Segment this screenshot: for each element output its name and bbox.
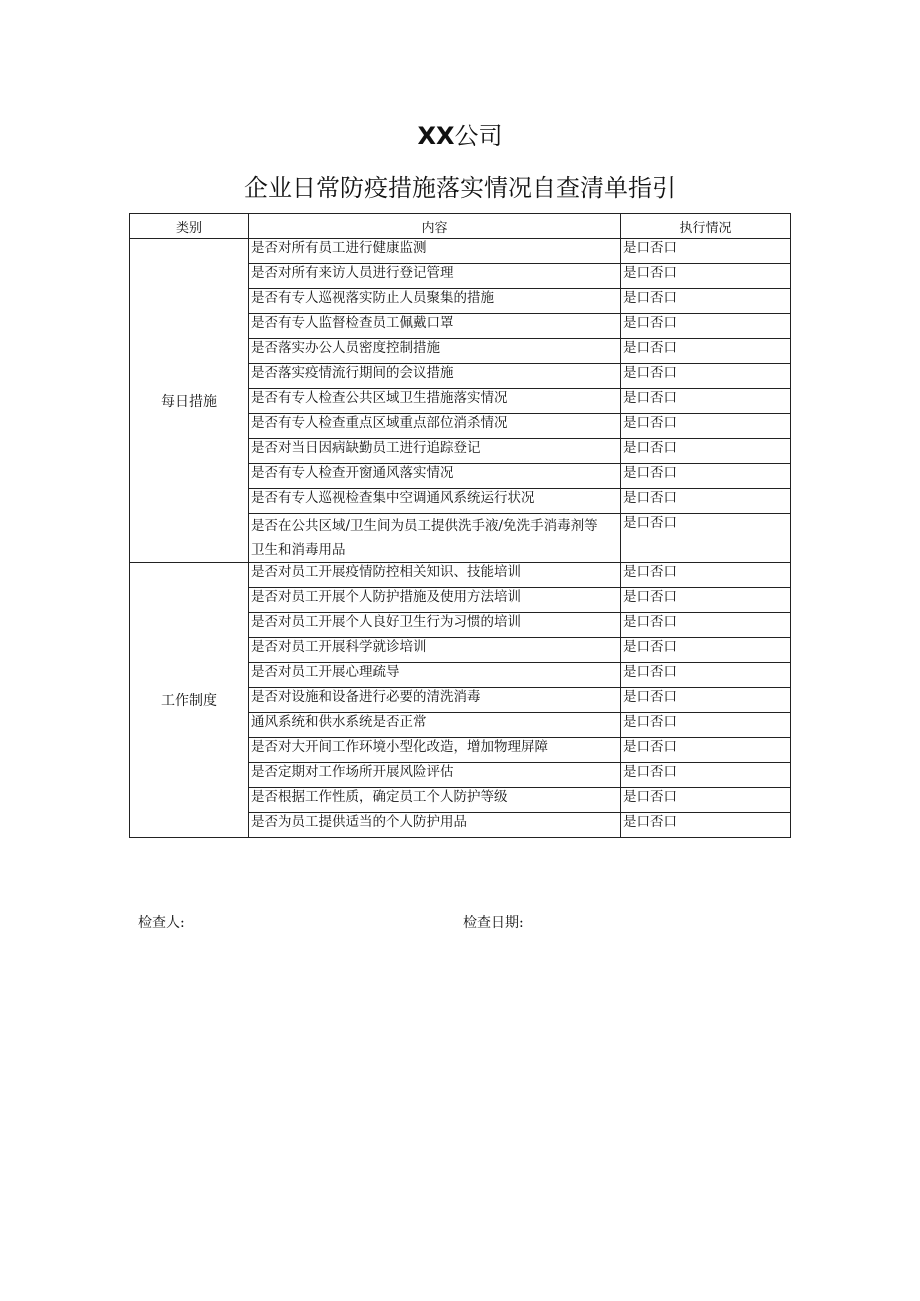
content-cell: 是否为员工提供适当的个人防护用品 <box>249 813 621 838</box>
content-cell: 是否落实办公人员密度控制措施 <box>249 339 621 364</box>
content-cell: 是否对所有员工进行健康监测 <box>249 239 621 264</box>
table-header-row <box>130 214 791 239</box>
status-cell[interactable]: 是口否口 <box>621 813 791 838</box>
content-cell: 是否对所有来访人员进行登记管理 <box>249 264 621 289</box>
content-cell: 是否对员工开展科学就诊培训 <box>249 638 621 663</box>
company-name <box>0 120 920 152</box>
column-header-content: 内容 <box>249 214 621 239</box>
status-cell[interactable]: 是口否口 <box>621 489 791 514</box>
status-cell[interactable]: 是口否口 <box>621 738 791 763</box>
status-cell[interactable]: 是口否口 <box>621 364 791 389</box>
status-cell[interactable]: 是口否口 <box>621 613 791 638</box>
content-cell: 是否对员工开展个人良好卫生行为习惯的培训 <box>249 613 621 638</box>
status-cell[interactable]: 是口否口 <box>621 663 791 688</box>
status-cell[interactable]: 是口否口 <box>621 588 791 613</box>
content-cell: 是否对当日因病缺勤员工进行追踪登记 <box>249 439 621 464</box>
company-suffix: 公司 <box>454 122 503 150</box>
inspector-label: 检查人: <box>138 915 185 931</box>
inspection-date-label: 检查日期: <box>463 915 524 931</box>
status-cell[interactable]: 是口否口 <box>621 414 791 439</box>
content-cell: 是否有专人检查公共区域卫生措施落实情况 <box>249 389 621 414</box>
status-cell[interactable]: 是口否口 <box>621 439 791 464</box>
content-cell: 是否定期对工作场所开展风险评估 <box>249 763 621 788</box>
status-cell[interactable]: 是口否口 <box>621 788 791 813</box>
content-cell: 是否对员工开展疫情防控相关知识、技能培训 <box>249 563 621 588</box>
status-cell[interactable]: 是口否口 <box>621 389 791 414</box>
status-cell[interactable]: 是口否口 <box>621 763 791 788</box>
status-cell[interactable]: 是口否口 <box>621 514 791 563</box>
content-cell: 是否在公共区域/卫生间为员工提供洗手液/免洗手消毒剂等卫生和消毒用品 <box>249 514 621 563</box>
status-cell[interactable]: 是口否口 <box>621 314 791 339</box>
category-cell: 工作制度 <box>130 563 249 838</box>
status-cell[interactable]: 是口否口 <box>621 264 791 289</box>
content-cell: 通风系统和供水系统是否正常 <box>249 713 621 738</box>
status-cell[interactable]: 是口否口 <box>621 239 791 264</box>
content-cell: 是否落实疫情流行期间的会议措施 <box>249 364 621 389</box>
content-cell: 是否有专人巡视落实防止人员聚集的措施 <box>249 289 621 314</box>
status-cell[interactable]: 是口否口 <box>621 563 791 588</box>
column-header-category: 类别 <box>130 214 249 239</box>
status-cell[interactable]: 是口否口 <box>621 289 791 314</box>
status-cell[interactable]: 是口否口 <box>621 688 791 713</box>
status-cell[interactable]: 是口否口 <box>621 713 791 738</box>
content-cell: 是否对员工开展个人防护措施及使用方法培训 <box>249 588 621 613</box>
column-header-status: 执行情况 <box>621 214 791 239</box>
status-cell[interactable]: 是口否口 <box>621 464 791 489</box>
table-row <box>130 563 791 588</box>
content-cell: 是否有专人检查重点区域重点部位消杀情况 <box>249 414 621 439</box>
company-prefix: XX <box>417 122 455 150</box>
content-cell: 是否有专人监督检查员工佩戴口罩 <box>249 314 621 339</box>
checklist-table <box>129 213 791 838</box>
content-cell: 是否对员工开展心理疏导 <box>249 663 621 688</box>
content-cell: 是否对大开间工作环境小型化改造，增加物理屏障 <box>249 738 621 763</box>
document-title: 企业日常防疫措施落实情况自查清单指引 <box>244 174 676 202</box>
table-row <box>130 239 791 264</box>
category-cell: 每日措施 <box>130 239 249 563</box>
status-cell[interactable]: 是口否口 <box>621 638 791 663</box>
content-cell: 是否有专人巡视检查集中空调通风系统运行状况 <box>249 489 621 514</box>
content-cell: 是否有专人检查开窗通风落实情况 <box>249 464 621 489</box>
status-cell[interactable]: 是口否口 <box>621 339 791 364</box>
content-cell: 是否根据工作性质，确定员工个人防护等级 <box>249 788 621 813</box>
content-cell: 是否对设施和设备进行必要的清洗消毒 <box>249 688 621 713</box>
